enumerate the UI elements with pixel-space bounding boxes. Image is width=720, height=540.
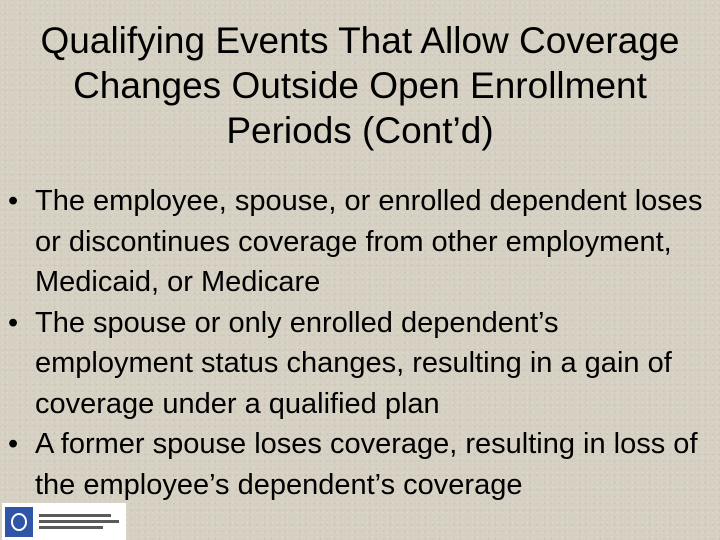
bullet-item [0,303,715,425]
bullet-item [0,424,715,505]
logo-wordmark [39,514,119,529]
bullet-text: A former spouse loses coverage, resulting in loss of the employee’s dependent’s coverage [35,428,698,501]
organization-logo [2,503,126,540]
bullet-list [0,181,715,505]
organization-logo-icon [5,507,33,537]
bullet-item [0,181,715,303]
bullet-marker: • [8,306,19,339]
slide-title: Qualifying Events That Allow Coverage Changes Outside Open Enrollment Periods (Cont’d) [40,20,680,151]
bullet-marker: • [8,428,19,460]
bullet-text: The spouse or only enrolled dependent’s employment status changes, resulting in a gain of coverage under a qualified plan [35,306,672,420]
bullet-text: The employee, spouse, or enrolled dependent loses or discontinues coverage from other employment, Medicaid, or Medicare [35,185,703,298]
bullet-marker: • [8,185,19,217]
